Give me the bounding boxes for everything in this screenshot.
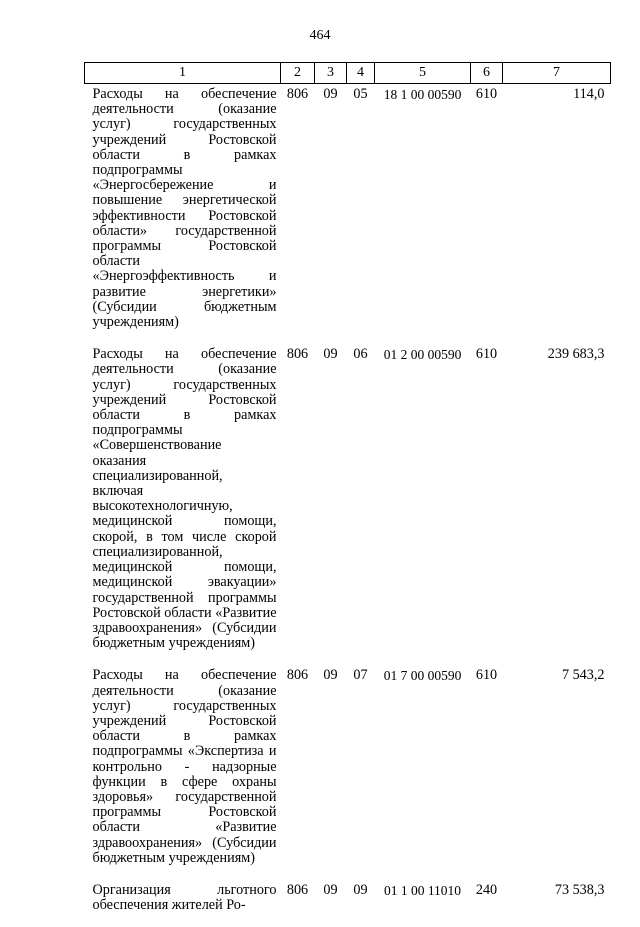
column-header-3: 3 (315, 63, 347, 84)
row-amount: 7 543,2 (561, 667, 605, 684)
row-subsection-code: 07 (353, 667, 368, 684)
row-subsection-code: 09 (353, 881, 368, 898)
row-expense-type: 610 (475, 346, 498, 363)
column-header-1: 1 (85, 63, 281, 84)
row-target-article: 01 2 00 00590 (383, 347, 462, 363)
row-expense-type: 610 (475, 667, 498, 684)
row-target-article: 01 1 00 11010 (383, 882, 462, 898)
row-amount: 114,0 (573, 86, 605, 102)
row-expense-type: 240 (475, 881, 498, 898)
table-row (85, 84, 611, 345)
row-ministry-code: 806 (286, 667, 309, 684)
row-section-code: 09 (323, 667, 338, 684)
row-amount: 239 683,3 (547, 346, 605, 363)
row-target-article: 01 7 00 00590 (383, 668, 462, 684)
column-header-6: 6 (471, 63, 503, 84)
row-section-code: 09 (323, 346, 338, 363)
row-section-code: 09 (323, 86, 338, 102)
table-row (85, 880, 611, 927)
row-description: Расходы на обеспечение деятельности (оказание услуг) государственных учреждений Ростовской области в рамках подпрограммы «Энергосбережение и повышение энергетической эффективности Ростовской области» государственной программы Ростовской области «Энергоэффективность и развитие энергетики» (Субсидии бюджетным учреждениям) (92, 86, 277, 331)
page-number: 464 (309, 28, 331, 43)
row-ministry-code: 806 (286, 881, 309, 898)
column-header-4: 4 (347, 63, 375, 84)
table-header-row (85, 63, 611, 84)
table-row (85, 344, 611, 665)
budget-table (84, 62, 611, 927)
row-section-code: 09 (323, 881, 338, 898)
table-row (85, 665, 611, 880)
row-ministry-code: 806 (286, 86, 309, 102)
row-target-article: 18 1 00 00590 (383, 87, 462, 102)
row-description: Расходы на обеспечение деятельности (оказание услуг) государственных учреждений Ростовской области в рамках подпрограммы «Совершенствование оказания специализированной, включая высокотехнологичную, медицинской помощи, скорой, в том числе скорой специализированной, медицинской помощи, медицинской эвакуации» государственной программы Ростовской области «Развитие здравоохранения» (Субсидии бюджетным учреждениям) (92, 346, 277, 652)
row-expense-type: 610 (475, 86, 498, 102)
row-ministry-code: 806 (286, 346, 309, 363)
row-description: Расходы на обеспечение деятельности (оказание услуг) государственных учреждений Ростовской области в рамках подпрограммы «Экспертиза и контрольно - надзорные функции в сфере охраны здоровья» государственной программы Ростовской области «Развитие здравоохранения» (Субсидии бюджетным учреждениям) (92, 667, 277, 866)
row-subsection-code: 05 (353, 86, 368, 102)
row-description: Организация льготного обеспечения жителей Ро- (92, 881, 277, 914)
column-header-5: 5 (375, 63, 471, 84)
row-amount: 73 538,3 (554, 881, 605, 898)
column-header-2: 2 (281, 63, 315, 84)
column-header-7: 7 (503, 63, 611, 84)
row-subsection-code: 06 (353, 346, 368, 363)
